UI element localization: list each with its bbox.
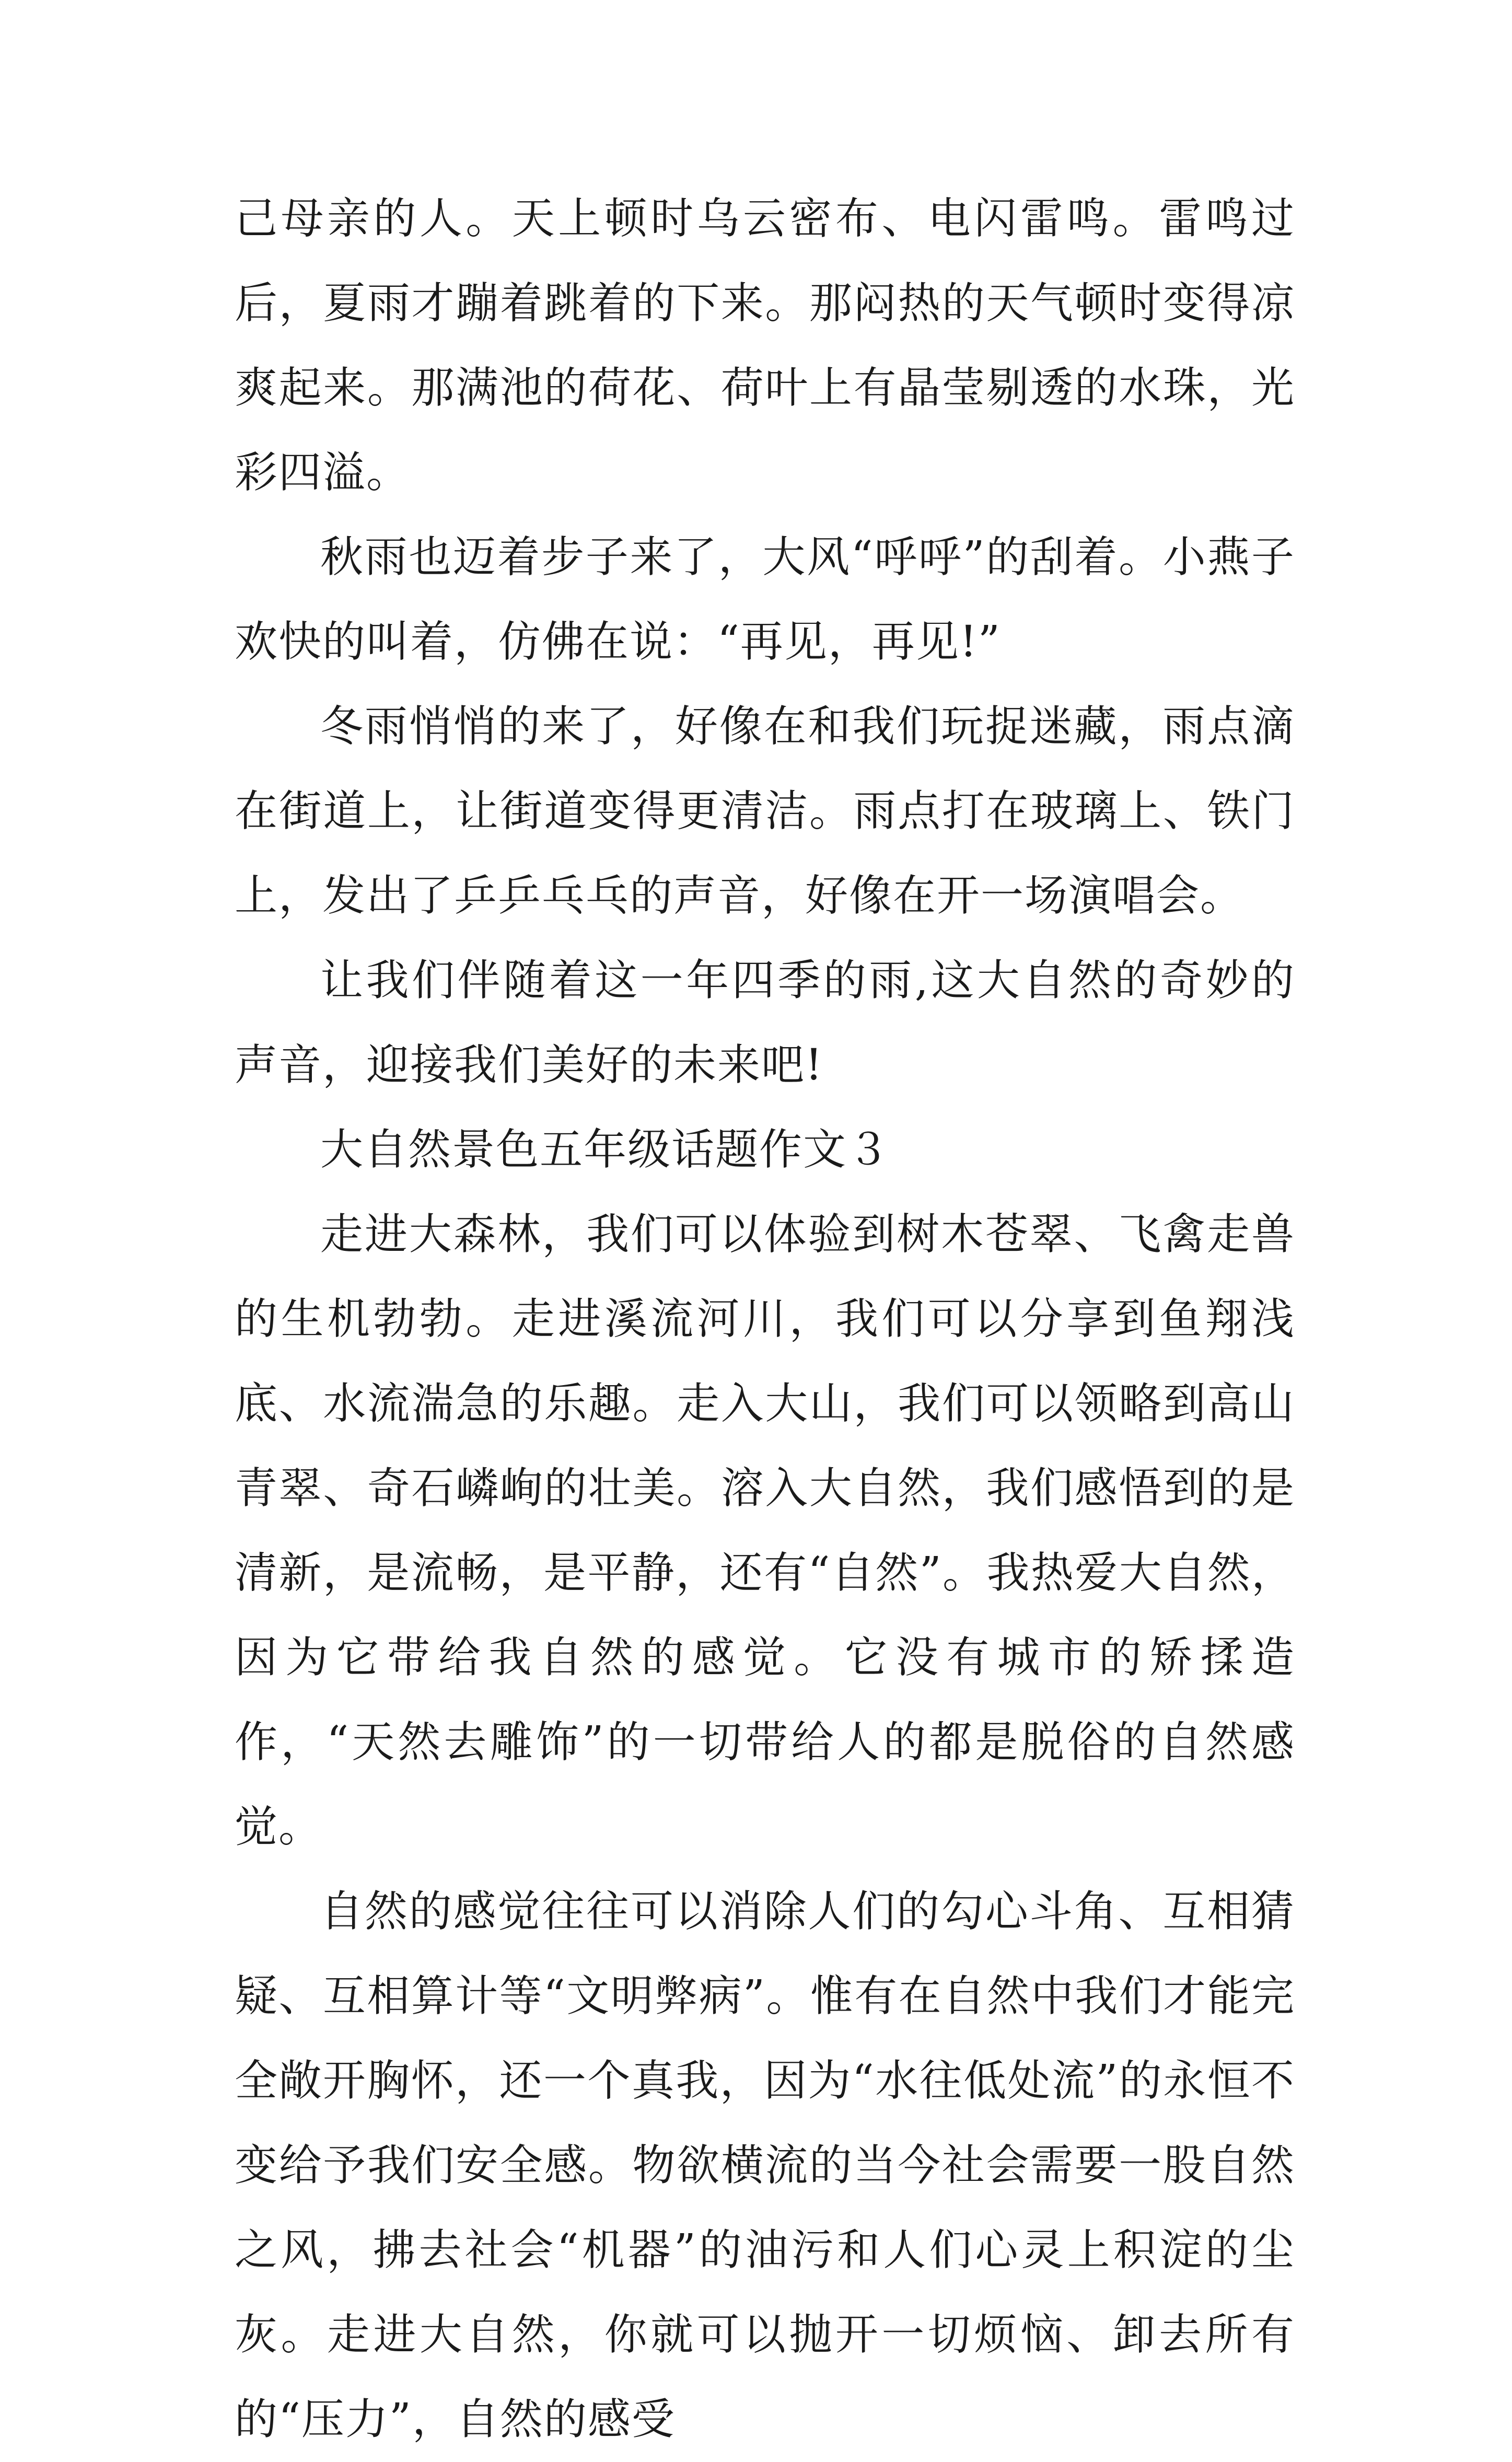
paragraph-2: 秋雨也迈着步子来了，大风“呼呼”的刮着。小燕子欢快的叫着，仿佛在说：“再见，再见!” (235, 532, 1295, 667)
paragraph-6: 自然的感觉往往可以消除人们的勾心斗角、互相猜疑、互相算计等“文明弊病”。惟有在自然中我们才能完全敞开胸怀，还一个真我，因为“水往低处流”的永恒不变给予我们安全感。物欲横流的当今社会需要一股自然之风，拂去社会“机器”的油污和人们心灵上积淀的尘灰。走进大自然，你就可以抛开一切烦恼、卸去所有的“压力”，自然的感受 (235, 1887, 1295, 2444)
section-heading: 大自然景色五年级话题作文３ (320, 1125, 891, 1175)
paragraph-5: 走进大森林，我们可以体验到树木苍翠、飞禽走兽的生机勃勃。走进溪流河川，我们可以分享到鱼翔浅底、水流湍急的乐趣。走入大山，我们可以领略到高山青翠、奇石嶙峋的壮美。溶入大自然，我们感悟到的是清新，是流畅，是平静，还有“自然”。我热爱大自然，因为它带给我自然的感觉。它没有城市的矫揉造作，“天然去雕饰”的一切带给人的都是脱俗的自然感觉。 (235, 1210, 1295, 1852)
paragraph-4: 让我们伴随着这一年四季的雨,这大自然的奇妙的声音，迎接我们美好的未来吧! (235, 956, 1295, 1090)
paragraph-3: 冬雨悄悄的来了，好像在和我们玩捉迷藏，雨点滴在街道上，让街道变得更清洁。雨点打在玻璃上、铁门上，发出了乒乒乓乓的声音，好像在开一场演唱会。 (235, 702, 1295, 921)
document-body (235, 177, 1295, 2462)
paragraph-1: 己母亲的人。天上顿时乌云密布、电闪雷鸣。雷鸣过后，夏雨才蹦着跳着的下来。那闷热的天气顿时变得凉爽起来。那满池的荷花、荷叶上有晶莹剔透的水珠，光彩四溢。 (235, 194, 1295, 497)
